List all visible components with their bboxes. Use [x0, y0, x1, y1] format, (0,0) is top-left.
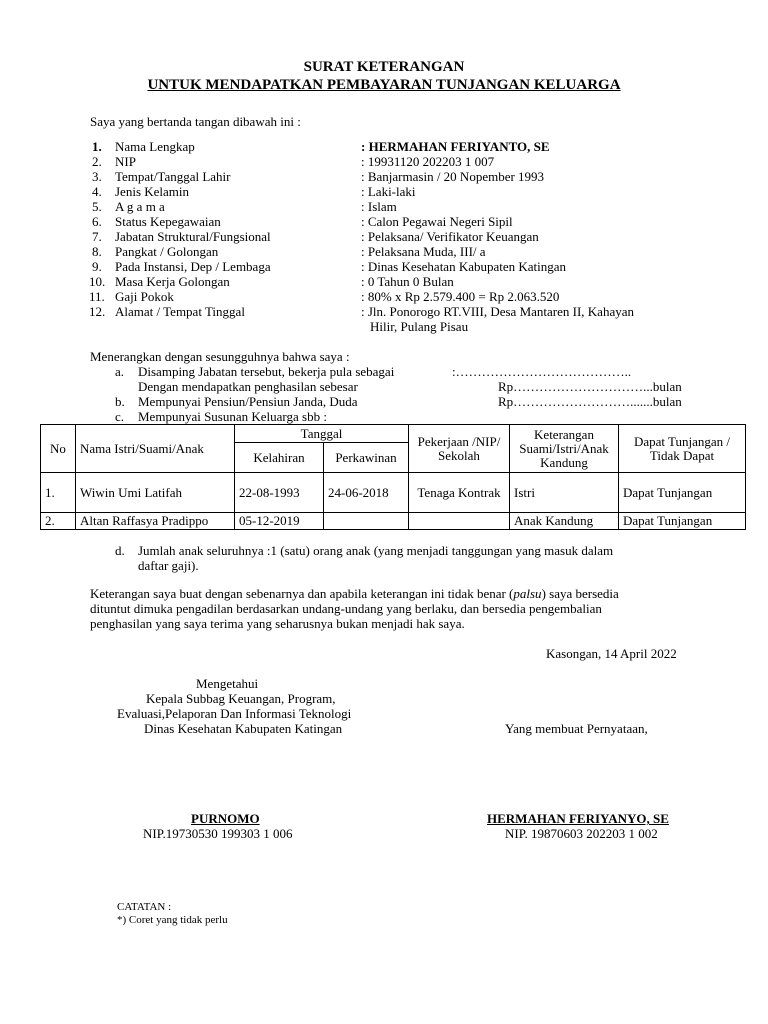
right-signer-name: HERMAHAN FERIYANYO, SE: [487, 811, 669, 826]
field-no: 12.: [89, 304, 106, 319]
table-row: [41, 513, 746, 530]
closing-text: ) saya bersedia: [541, 586, 619, 601]
cell-relation: Anak Kandung: [510, 513, 619, 530]
field-no: 5.: [92, 199, 102, 214]
field-no: 9.: [92, 259, 102, 274]
right-sign-line: Yang membuat Pernyataan,: [505, 721, 648, 736]
field-no: 6.: [92, 214, 102, 229]
left-sign-line: Kepala Subbag Keuangan, Program,: [146, 691, 336, 706]
item-a2-text: Dengan mendapatkan penghasilan sebesar: [138, 379, 358, 394]
field-value: : Jln. Ponorogo RT.VIII, Desa Mantaren II, Kahayan: [361, 304, 634, 319]
item-letter: a.: [115, 364, 125, 379]
left-sign-line: Dinas Kesehatan Kabupaten Katingan: [144, 721, 343, 736]
statement-lead: Menerangkan dengan sesungguhnya bahwa saya :: [90, 349, 350, 364]
closing-line-3: penghasilan yang saya terima yang seharusnya bukan menjadi hak saya.: [90, 616, 465, 631]
field-no: 11.: [89, 289, 105, 304]
field-value: : Laki-laki: [361, 184, 416, 199]
left-signer-name: PURNOMO: [191, 811, 260, 826]
closing-line-2: dituntut dimuka pengadilan berdasarkan undang-undang yang berlaku, dan bersedia pengembalian: [90, 601, 602, 616]
cell-birth-date: 22-08-1993: [235, 473, 324, 513]
cell-name: Wiwin Umi Latifah: [76, 473, 235, 513]
closing-italic: palsu: [513, 586, 542, 601]
cell-allowance: Dapat Tunjangan: [619, 513, 746, 530]
field-value: : 0 Tahun 0 Bulan: [361, 274, 454, 289]
field-no: 3.: [92, 169, 102, 184]
field-value-continued: Hilir, Pulang Pisau: [370, 319, 469, 334]
notes-text: *) Coret yang tidak perlu: [117, 914, 228, 926]
col-header-pekerjaan: Pekerjaan /NIP/ Sekolah: [409, 425, 510, 473]
item-letter: b.: [115, 394, 125, 409]
field-value: : Dinas Kesehatan Kabupaten Katingan: [361, 259, 567, 274]
field-label: Pada Instansi, Dep / Lembaga: [115, 259, 271, 274]
field-label: Masa Kerja Golongan: [115, 274, 230, 289]
col-header-tanggal: Tanggal: [235, 425, 409, 443]
field-label: Pangkat / Golongan: [115, 244, 219, 259]
family-table: [40, 424, 746, 530]
cell-allowance: Dapat Tunjangan: [619, 473, 746, 513]
cell-birth-date: 05-12-2019: [235, 513, 324, 530]
field-label: Gaji Pokok: [115, 289, 174, 304]
left-sign-line: Evaluasi,Pelaporan Dan Informasi Teknologi: [117, 706, 352, 721]
place-date: Kasongan, 14 April 2022: [546, 646, 677, 661]
col-header-perkawinan: Perkawinan: [324, 443, 409, 473]
field-no: 4.: [92, 184, 102, 199]
cell-no: 2.: [41, 513, 76, 530]
item-a2-amount: Rp…………………………...bulan: [498, 379, 682, 394]
field-label: A g a m a: [115, 199, 165, 214]
field-no: 8.: [92, 244, 102, 259]
field-label: Jenis Kelamin: [115, 184, 190, 199]
item-a-text: Disamping Jabatan tersebut, bekerja pula sebagai: [138, 364, 395, 379]
cell-name: Altan Raffasya Pradippo: [76, 513, 235, 530]
item-letter: c.: [115, 409, 125, 424]
col-header-tunjangan: Dapat Tunjangan / Tidak Dapat: [619, 425, 746, 473]
field-label: Jabatan Struktural/Fungsional: [115, 229, 271, 244]
field-value: : 19931120 202203 1 007: [361, 154, 495, 169]
field-label: Nama Lengkap: [115, 139, 195, 154]
cell-no: 1.: [41, 473, 76, 513]
left-signer-nip: NIP.19730530 199303 1 006: [143, 826, 293, 841]
cell-occupation: Tenaga Kontrak: [409, 473, 510, 513]
closing-text: Keterangan saya buat dengan sebenarnya dan apabila keterangan ini tidak benar (: [90, 586, 514, 601]
table-row: [41, 473, 746, 513]
field-value: : Pelaksana/ Verifikator Keuangan: [361, 229, 539, 244]
field-label: NIP: [115, 154, 136, 169]
field-value: : Islam: [361, 199, 397, 214]
item-d-text-continued: daftar gaji).: [138, 558, 199, 573]
field-no: 10.: [89, 274, 106, 289]
cell-marriage-date: 24-06-2018: [324, 473, 409, 513]
cell-marriage-date: [324, 513, 409, 530]
right-signer-nip: NIP. 19870603 202203 1 002: [505, 826, 658, 841]
field-value: : Calon Pegawai Negeri Sipil: [361, 214, 513, 229]
item-a-dots: :…………………………………..: [452, 364, 632, 379]
intro-text: Saya yang bertanda tangan dibawah ini :: [90, 114, 301, 129]
item-d-text: Jumlah anak seluruhnya :1 (satu) orang anak (yang menjadi tanggungan yang masuk dalam: [138, 543, 614, 558]
col-header-kelahiran: Kelahiran: [235, 443, 324, 473]
document-subtitle: UNTUK MENDAPATKAN PEMBAYARAN TUNJANGAN KELUARGA: [147, 77, 621, 93]
field-label: Status Kepegawaian: [115, 214, 221, 229]
item-b-text: Mempunyai Pensiun/Pensiun Janda, Duda: [138, 394, 358, 409]
notes-title: CATATAN :: [117, 901, 172, 913]
col-header-no: No: [41, 425, 76, 473]
document-title: SURAT KETERANGAN: [303, 59, 465, 75]
field-no: 1.: [92, 139, 102, 154]
item-b-amount: Rp……………………….......bulan: [498, 394, 682, 409]
item-c-text: Mempunyai Susunan Keluarga sbb :: [138, 409, 327, 424]
field-value: : Pelaksana Muda, III/ a: [361, 244, 486, 259]
closing-line-1: [90, 586, 619, 601]
field-label: Tempat/Tanggal Lahir: [115, 169, 231, 184]
item-letter: d.: [115, 543, 125, 558]
field-label: Alamat / Tempat Tinggal: [115, 304, 245, 319]
field-value: : HERMAHAN FERIYANTO, SE: [361, 139, 550, 154]
field-no: 2.: [92, 154, 102, 169]
col-header-name: Nama Istri/Suami/Anak: [76, 425, 235, 473]
field-value: : 80% x Rp 2.579.400 = Rp 2.063.520: [361, 289, 560, 304]
col-header-keterangan: Keterangan Suami/Istri/Anak Kandung: [510, 425, 619, 473]
field-value: : Banjarmasin / 20 Nopember 1993: [361, 169, 545, 184]
cell-occupation: [409, 513, 510, 530]
field-no: 7.: [92, 229, 102, 244]
cell-relation: Istri: [510, 473, 619, 513]
left-sign-line: Mengetahui: [196, 676, 259, 691]
